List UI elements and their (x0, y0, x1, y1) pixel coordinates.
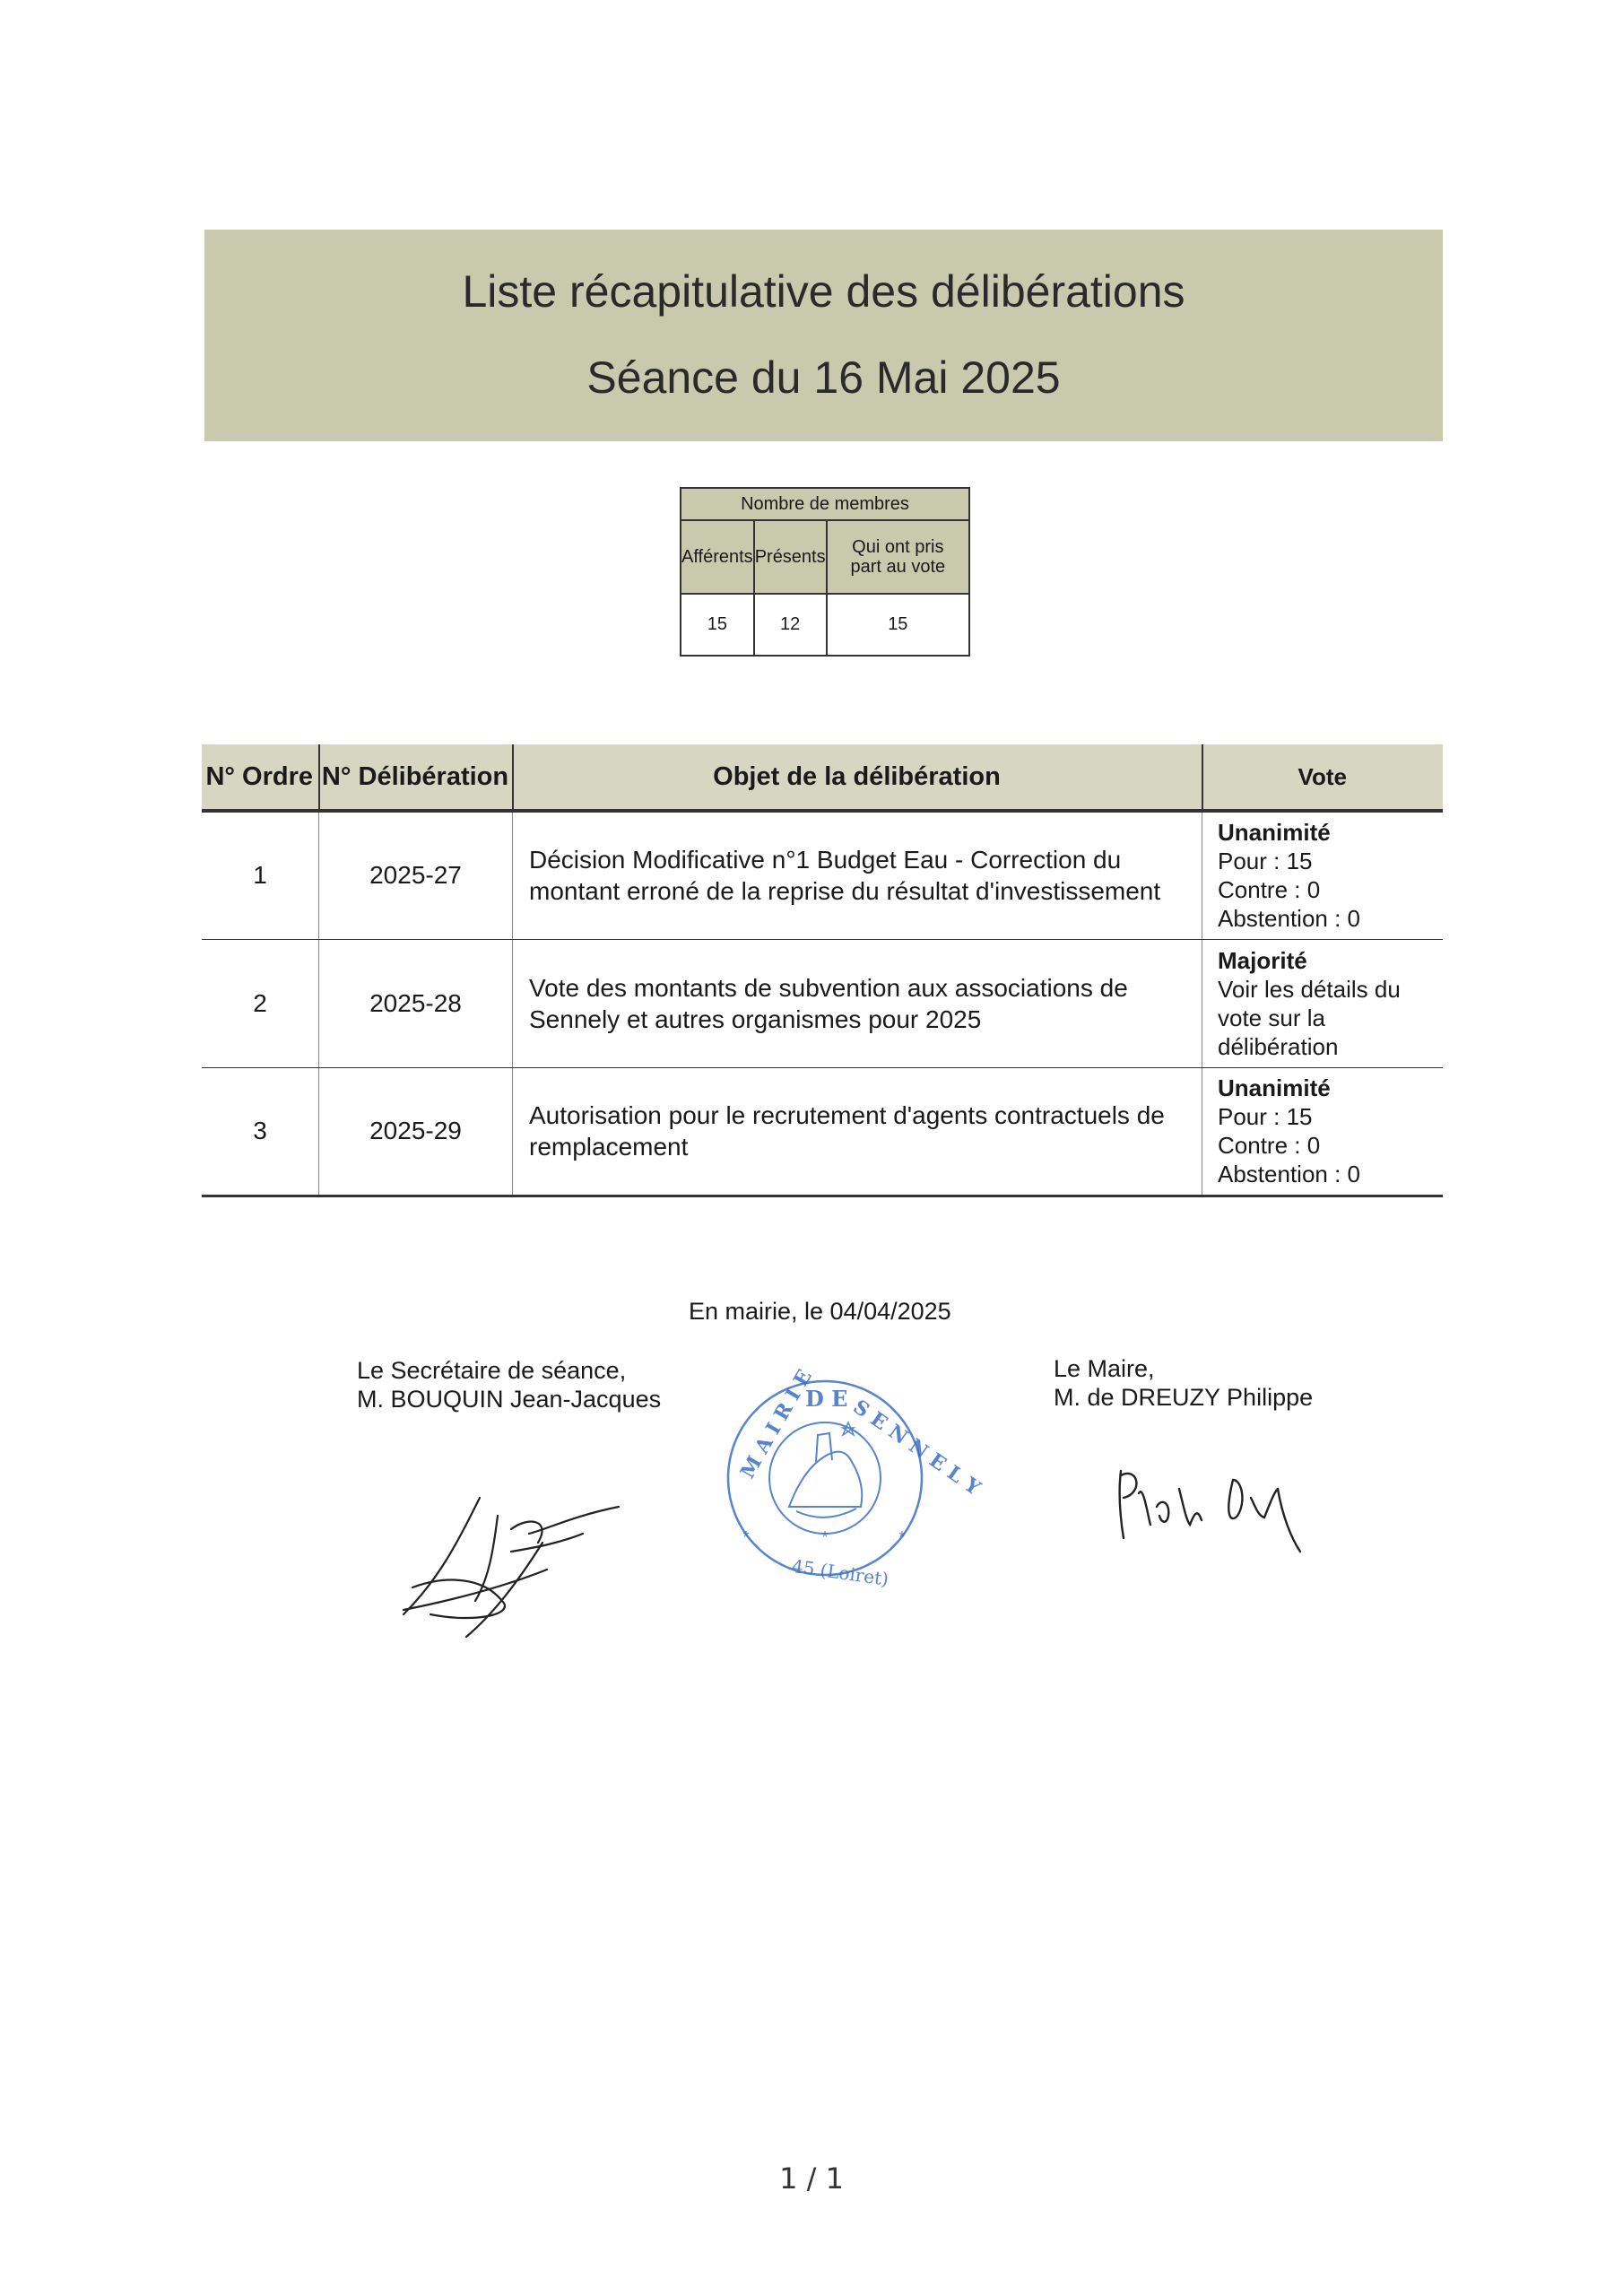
vote-detail: Voir les détails du vote sur la délibération (1218, 975, 1401, 1060)
row-ordre: 2 (202, 939, 319, 1067)
secretary-name: M. BOUQUIN Jean-Jacques (357, 1386, 662, 1413)
row-numero: 2025-27 (319, 811, 513, 939)
row-numero: 2025-28 (319, 939, 513, 1067)
svg-text:*: * (821, 1528, 829, 1546)
svg-text:*: * (742, 1528, 750, 1546)
header-ordre: N° Ordre (202, 744, 319, 811)
row-ordre: 3 (202, 1067, 319, 1196)
title-banner (204, 230, 1443, 441)
svg-text:D E: D E (805, 1386, 848, 1412)
members-col-afferents: Afférents (681, 520, 754, 594)
row-objet: Autorisation pour le recrutement d'agents contractuels de remplacement (513, 1067, 1202, 1196)
svg-text:M A I R I E: M A I R I E (735, 1365, 817, 1483)
table-row (202, 811, 1443, 939)
vote-detail: Pour : 15 (1218, 848, 1313, 875)
vote-result: Unanimité (1218, 1074, 1331, 1101)
mayor-name: M. de DREUZY Philippe (1054, 1384, 1314, 1411)
svg-text:*: * (898, 1528, 906, 1546)
members-value-presents: 12 (754, 594, 827, 656)
row-ordre: 1 (202, 811, 319, 939)
header-objet: Objet de la délibération (513, 744, 1202, 811)
members-col-votants: Qui ont pris part au vote (827, 520, 969, 594)
vote-result: Unanimité (1218, 819, 1331, 847)
vote-detail: Abstention : 0 (1218, 1161, 1360, 1187)
mayor-role: Le Maire, (1054, 1355, 1155, 1382)
signature-date: En mairie, le 04/04/2025 (689, 1298, 951, 1325)
row-objet: Décision Modificative n°1 Budget Eau - Correction du montant erroné de la reprise du résultat d'investissement (513, 811, 1202, 939)
vote-result: Majorité (1218, 946, 1307, 974)
members-value-afferents: 15 (681, 594, 754, 656)
row-vote (1202, 811, 1444, 939)
row-numero: 2025-29 (319, 1067, 513, 1196)
header-vote: Vote (1202, 744, 1444, 811)
vote-detail: Abstention : 0 (1218, 905, 1360, 933)
mayor-signature (1107, 1453, 1314, 1561)
deliberations-table (202, 744, 1443, 1197)
town-hall-stamp (717, 1365, 985, 1590)
row-vote (1202, 1067, 1444, 1196)
vote-detail: Contre : 0 (1218, 876, 1321, 904)
page-number: 1 / 1 (779, 2161, 844, 2196)
vote-detail: Pour : 15 (1218, 1103, 1313, 1130)
header-deliberation: N° Délibération (319, 744, 513, 811)
members-value-votants: 15 (827, 594, 969, 656)
table-row (202, 1067, 1443, 1196)
vote-detail: Contre : 0 (1218, 1132, 1321, 1159)
svg-text:S E N N E L Y: S E N N E L Y (848, 1395, 985, 1500)
session-date-title: Séance du 16 Mai 2025 (586, 352, 1061, 403)
row-vote (1202, 939, 1444, 1067)
document-title: Liste récapitulative des délibérations (462, 266, 1185, 317)
secretary-signature (395, 1480, 646, 1641)
members-table (680, 487, 970, 657)
secretary-role: Le Secrétaire de séance, (357, 1357, 627, 1384)
members-caption: Nombre de membres (681, 488, 969, 520)
svg-text:45 (Loiret): 45 (Loiret) (790, 1554, 890, 1590)
members-col-presents: Présents (754, 520, 827, 594)
table-row (202, 939, 1443, 1067)
row-objet: Vote des montants de subvention aux associations de Sennely et autres organismes pour 2025 (513, 939, 1202, 1067)
